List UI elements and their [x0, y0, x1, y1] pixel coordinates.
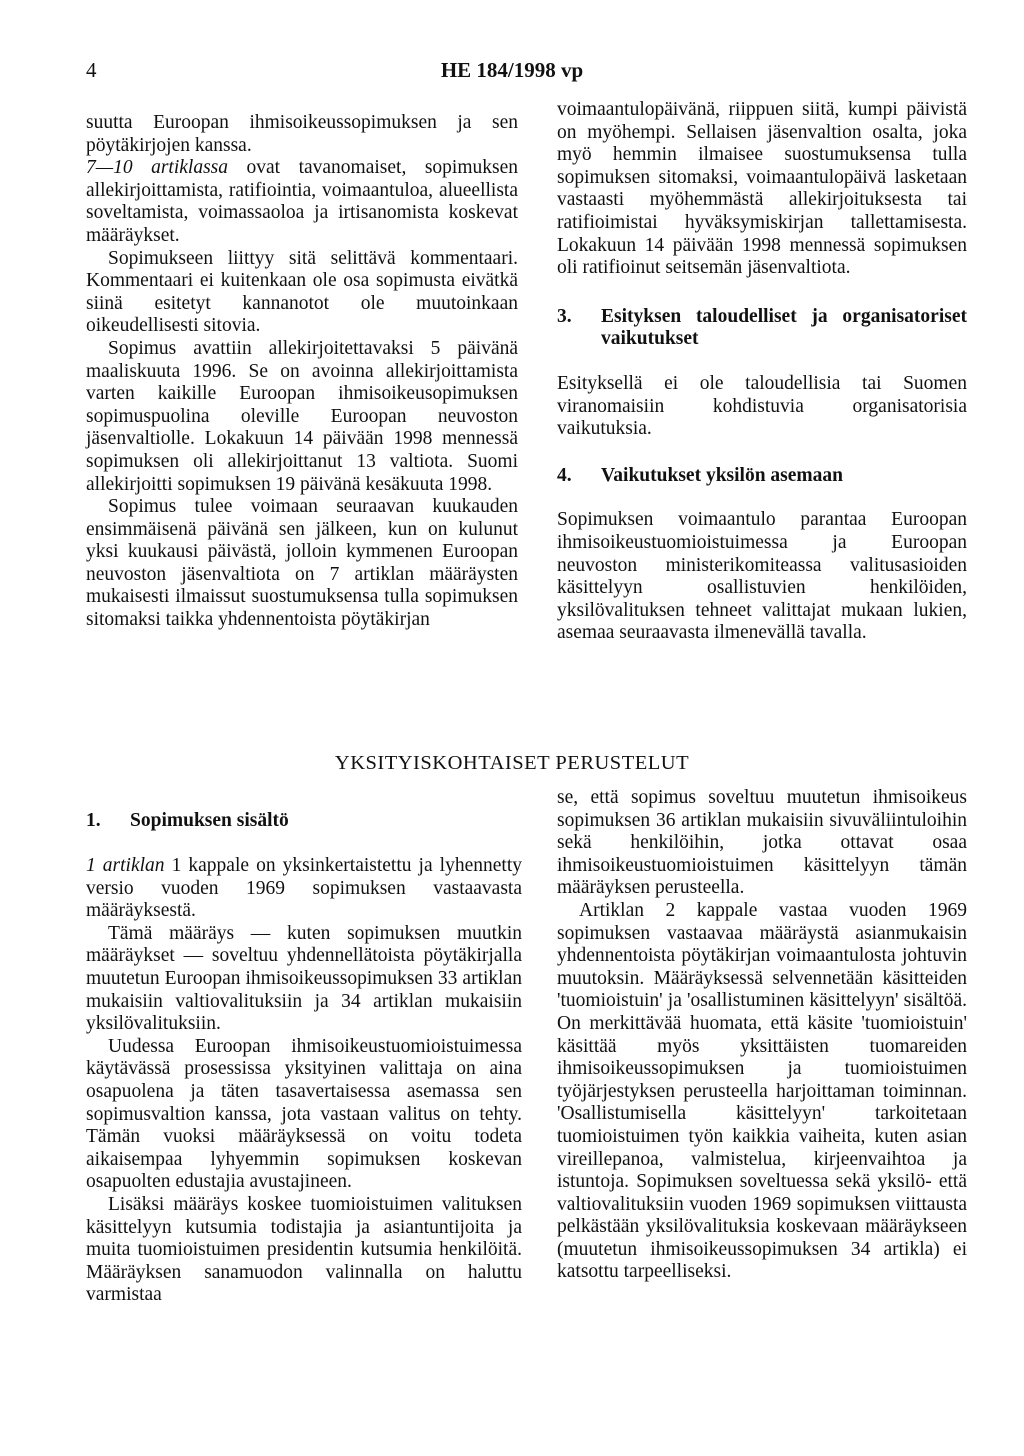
bottom-left-column — [86, 855, 522, 1307]
paragraph: Tämä määräys — kuten sopimuksen muutkin määräykset — soveltuu yhdennellätoista pöytäkirjalla muutetun Euroopan ihmisoikeussopimuksen 33 artiklan mukaisiin valtiovalituksiin ja 34 artiklan mukaisiin yksilövalituksiin. — [86, 922, 522, 1035]
paragraph-text: ovat tavanomaiset, sopimuksen allekirjoittamista, ratifiointia, voimaantuloa, alueellista soveltamista, voimassaoloa ja irtisanomista koskevat määräykset. — [86, 157, 518, 246]
paragraph: Sopimus tulee voimaan seuraavan kuukauden ensimmäisenä päivänä sen jälkeen, kun on kulunut yksi kuukausi päivästä, jolloin kymmenen Euroopan neuvoston jäsenvaltiota on 7 artiklan määräysten mukaisesti ilmaissut suostumuksensa tulla sopimuksen sitomaksi taikka yhdennentoista pöytäkirjan — [86, 496, 518, 631]
paragraph: Artiklan 2 kappale vastaa vuoden 1969 sopimuksen vastaavaa määräystä asianmukaisin yhdennentoista pöytäkirjan voimaantulosta johtuvin muutoksin. Määräyksessä selvennetään käsitteiden 'tuomioistuin' ja 'osallistuminen käsittelyyn' sisältöä. On merkittävää huomata, että käsite 'tuomioistuin' käsittää myös yksittäisten tuomareiden ihmisoikeussopimuksen ja tuomioistuimen työjärjestyksen perusteella harjoittaman toiminnan. 'Osallistumisella käsittelyyn' tarkoitetaan tuomioistuimen työn kaikkia vaiheita, kuten asian vireillepanoa, valmistelua, kirjeenvaihtoa ja istuntoja. Sopimuksen soveltuessa sekä yksilö- että valtiovalituksiin vuoden 1969 sopimuksen viittausta pelkästään yksilövalituksia koskevaan määräykseen (muutetun ihmisoikeussopimuksen 34 artikla) ei katsottu tarpeelliseksi. — [557, 899, 967, 1283]
section-title: YKSITYISKOHTAISET PERUSTELUT — [334, 752, 690, 774]
paragraph: Uudessa Euroopan ihmisoikeustuomioistuimessa käytävässä prosessissa yksityinen valittaja on aina osapuolena ja täten tasavertaisessa asemassa sen sopimusvaltion kanssa, jota vastaan valitus on tehty. Tämän vuoksi määräyksessä on voitu todeta aikaisempaa lyhyemmin sopimuksen koskevan osapuolten edustajia avustajineen. — [86, 1035, 522, 1193]
paragraph: Lisäksi määräys koskee tuomioistuimen valituksen käsittelyyn kutsumia todistajia ja asiantuntijoita ja muita tuomioistuimen presidentin kutsumia henkilöitä. Määräyksen sanamuodon valinnalla on haluttu varmistaa — [86, 1193, 522, 1306]
bottom-right-column — [557, 787, 967, 1284]
section-heading-1 — [86, 810, 522, 832]
section-heading-4 — [557, 465, 967, 488]
heading-number: 1. — [86, 810, 101, 831]
document-id: HE 184/1998 vp — [440, 58, 584, 82]
paragraph: Esityksellä ei ole taloudellisia tai Suomen viranomaisiin kohdistuvia organisatorisia vaikutuksia. — [557, 372, 967, 440]
page-number: 4 — [86, 58, 97, 82]
article-reference: 1 artiklan — [86, 855, 165, 876]
paragraph: Sopimukseen liittyy sitä selittävä kommentaari. Kommentaari ei kuitenkaan ole osa sopimusta eivätkä siinä esitetyt kannanotot ole muutoinkaan oikeudellisesti sitovia. — [86, 247, 518, 337]
paragraph: se, että sopimus soveltuu muutetun ihmisoikeus sopimuksen 36 artiklan mukaisiin sivuväliintuloihin sekä henkilöihin, jotka ottavat osaa ihmisoikeustuomioistuimen käsittelyyn tämän määräyksen perusteella. — [557, 787, 967, 899]
paragraph: voimaantulopäivänä, riippuen siitä, kumpi päivistä on myöhempi. Sellaisen jäsenvaltion osalta, joka myö hemmin ilmaisee suostumuksensa tulla sopimuksen sitomaksi, voimaantulopäivä lasketaan vastaasti myöhemmästä allekirjoituksesta tai ratifioimistai hyväksymiskirjan tallettamisesta. Lokakuun 14 päivään 1998 mennessä sopimuksen oli ratifioinut seitsemän jäsenvaltiota. — [557, 99, 967, 279]
paragraph — [86, 157, 518, 247]
paragraph: Sopimuksen voimaantulo parantaa Euroopan ihmisoikeustuomioistuimessa ja Euroopan neuvoston ministerikomiteassa valitusasioiden käsittelyyn osallistuvien henkilöiden, yksilövalituksen tehneet valittajat mukaan lukien, asemaa seuraavasta ilmenevällä tavalla. — [557, 509, 967, 644]
heading-text: Vaikutukset yksilön asemaan — [601, 464, 844, 486]
top-right-column — [557, 99, 967, 645]
paragraph: Sopimus avattiin allekirjoitettavaksi 5 päivänä maaliskuuta 1996. Se on avoinna allekirjoittamista varten kaikille Euroopan ihmisoikeusopimuksen sopimuspuolina oleville Euroopan neuvoston jäsenvaltiolle. Lokakuun 14 päivään 1998 mennessä sopimuksen oli allekirjoittanut 13 valtiota. Suomi allekirjoitti sopimuksen 19 päivänä kesäkuuta 1998. — [86, 337, 518, 495]
heading-number: 4. — [557, 464, 572, 486]
paragraph-text: 1 kappale on yksinkertaistettu ja lyhennetty versio vuoden 1969 sopimuksen vastaavasta määräyksestä. — [86, 855, 522, 922]
article-reference: 7—10 artiklassa — [86, 157, 229, 179]
section-heading-3 — [557, 306, 967, 351]
heading-number: 3. — [557, 305, 572, 327]
top-left-column — [86, 112, 518, 632]
paragraph: suutta Euroopan ihmisoikeussopimuksen ja sen pöytäkirjojen kanssa. — [86, 112, 518, 156]
paragraph — [86, 855, 522, 923]
heading-text: Sopimuksen sisältö — [130, 810, 289, 831]
heading-text: Esityksen taloudelliset ja organisatoriset vaikutukset — [601, 305, 967, 350]
